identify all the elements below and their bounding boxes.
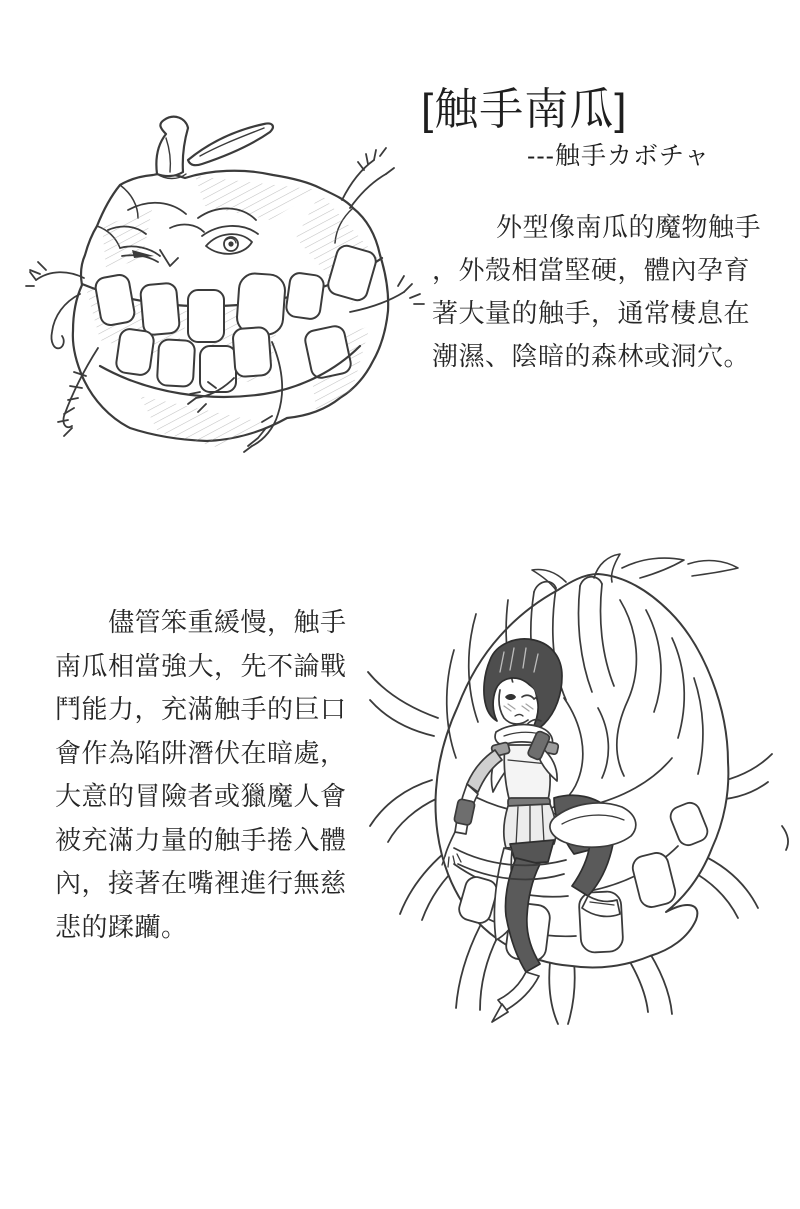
tentacle-pumpkin-illustration	[20, 98, 440, 458]
text-line: 潮濕、陰暗的森林或洞穴。	[432, 341, 751, 371]
body-paragraph	[55, 601, 347, 949]
text-line: 南瓜相當強大，先不論戰	[55, 650, 347, 681]
text-line: 悲的蹂躪。	[55, 911, 188, 942]
text-line: 鬥能力，充滿触手的巨口	[55, 694, 347, 724]
text-line: ，外殼相當堅硬，體內孕育	[432, 255, 751, 285]
text-line: 儘管笨重緩慢，触手	[108, 607, 347, 637]
text-line: 外型像南瓜的魔物触手	[496, 212, 762, 242]
page-title: [触手南瓜]	[421, 85, 628, 134]
pumpkin-stem	[156, 117, 272, 179]
text-line: 內，接著在嘴裡進行無慈	[55, 868, 347, 898]
text-line: 被充滿力量的触手捲入體	[55, 824, 347, 855]
heel-shoe	[498, 972, 539, 1010]
text-line: 大意的冒險者或獵魔人會	[55, 781, 347, 811]
text-line: 著大量的触手，通常棲息在	[432, 298, 751, 328]
girl-caught-illustration	[358, 548, 800, 1036]
page-subtitle: ---触手カボチャ	[527, 142, 711, 170]
text-line: 會作為陷阱潛伏在暗處，	[55, 737, 347, 768]
intro-paragraph	[432, 206, 761, 378]
